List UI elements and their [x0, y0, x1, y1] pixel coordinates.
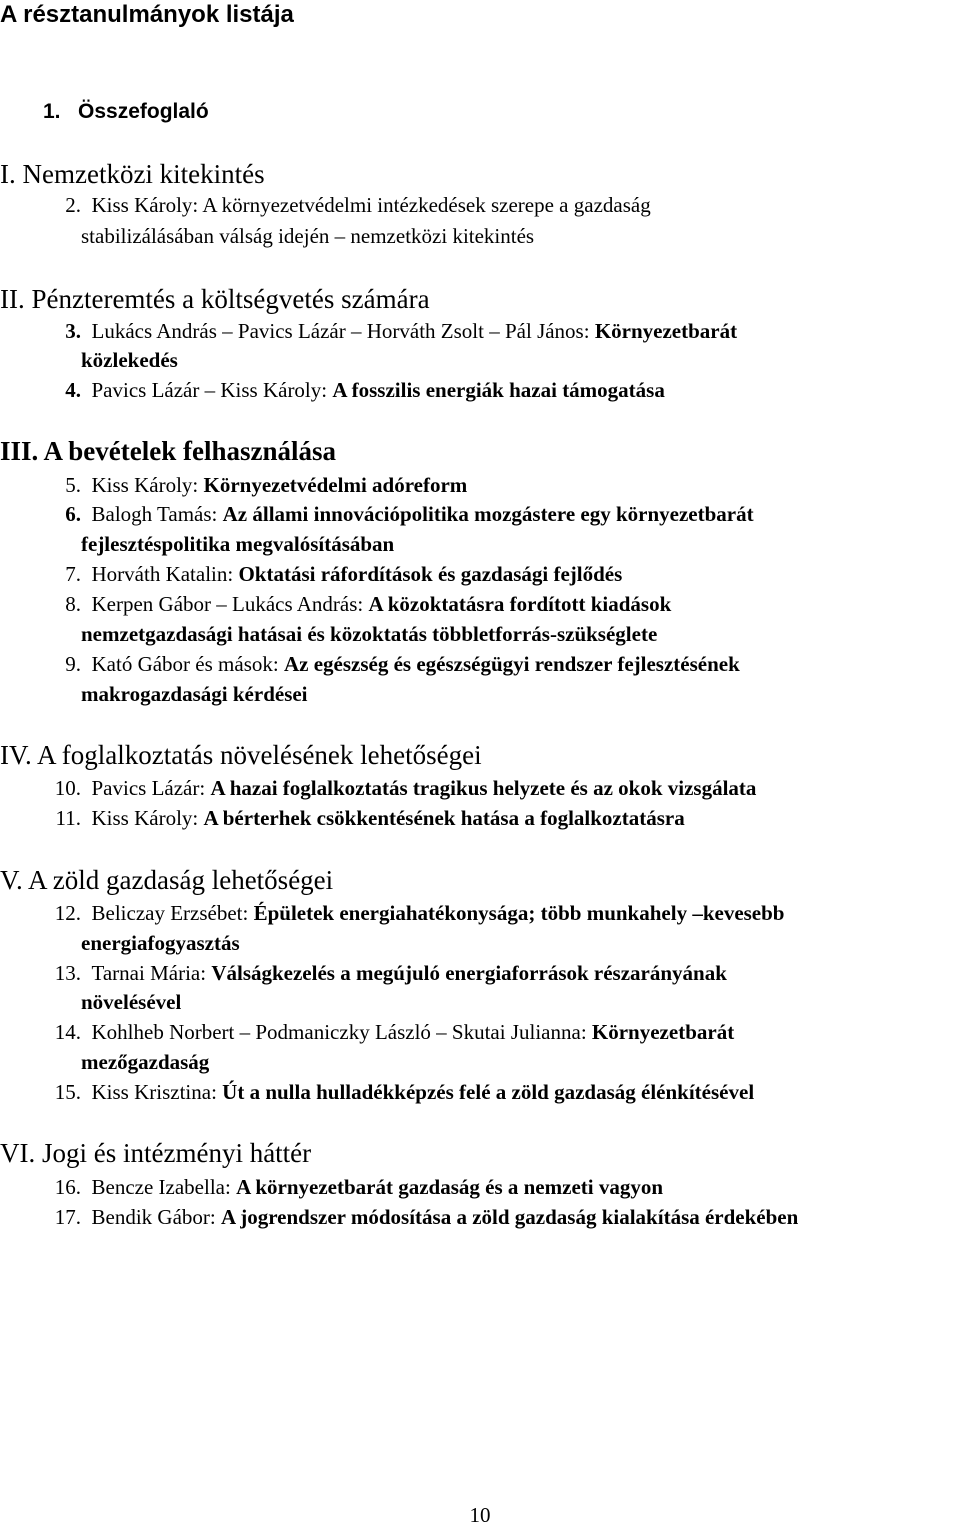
item-title: A fosszilis energiák hazai támogatása [332, 378, 665, 402]
list-item-2-continued [0, 222, 534, 250]
section-heading-4: IV. A foglalkoztatás növelésének lehetőségei [0, 740, 482, 770]
item-author: Kiss Krisztina: [91, 1080, 223, 1104]
item-number: 5. [65, 473, 81, 497]
item-number: 17. [54, 1205, 81, 1229]
list-item-8-continued [0, 620, 657, 648]
list-item-9 [0, 650, 740, 678]
item-title: A hazai foglalkoztatás tragikus helyzete és az okok vizsgálata [210, 776, 757, 800]
list-item-4 [0, 376, 665, 404]
list-item-17 [0, 1203, 798, 1231]
page-title: A résztanulmányok listája [0, 1, 294, 28]
page-number: 10 [469, 1503, 491, 1527]
list-item-6-continued [0, 530, 394, 558]
list-item-5 [0, 471, 467, 499]
item-author: Tarnai Mária: [91, 961, 212, 985]
item-number: 4. [65, 378, 81, 402]
item-title: Az egészség és egészségügyi rendszer fejlesztésének [283, 652, 740, 676]
item-author: Beliczay Erzsébet: [91, 901, 254, 925]
summary-item: 1. Összefoglaló [43, 100, 209, 123]
item-title-continued: növelésével [81, 990, 182, 1014]
item-number: 11. [55, 806, 81, 830]
item-title: A közoktatásra fordított kiadások [368, 592, 672, 616]
list-item-14 [0, 1018, 734, 1046]
list-item-16 [0, 1173, 663, 1201]
list-item-3 [0, 317, 737, 345]
list-item-8 [0, 590, 671, 618]
item-author: Lukács András – Pavics Lázár – Horváth Zsolt – Pál János: [91, 319, 595, 343]
item-number: 15. [54, 1080, 81, 1104]
item-title: A jogrendszer módosítása a zöld gazdaság kialakítása érdekében [220, 1205, 799, 1229]
section-heading-6: VI. Jogi és intézményi háttér [0, 1138, 312, 1168]
item-title: Környezetbarát [594, 319, 738, 343]
item-title-continued: stabilizálásában válság idején – nemzetközi kitekintés [81, 224, 535, 248]
item-author: Kohlheb Norbert – Podmaniczky László – Skutai Julianna: [91, 1020, 592, 1044]
item-title: Oktatási ráfordítások és gazdasági fejlődés [238, 562, 623, 586]
item-title-continued: közlekedés [81, 348, 178, 372]
section-heading-3: III. A bevételek felhasználása [0, 436, 337, 466]
item-title: Válságkezelés a megújuló energiaforrások részarányának [211, 961, 727, 985]
item-number: 6. [65, 502, 81, 526]
list-item-2 [0, 191, 651, 219]
list-item-12-continued [0, 929, 240, 957]
item-author: Balogh Tamás: [91, 502, 223, 526]
section-heading-1: I. Nemzetközi kitekintés [0, 159, 265, 189]
item-author: Bencze Izabella: [91, 1175, 237, 1199]
item-title: Környezetbarát [591, 1020, 735, 1044]
list-item-14-continued [0, 1048, 209, 1076]
section-heading-2: II. Pénzteremtés a költségvetés számára [0, 284, 430, 314]
item-number: 12. [54, 901, 81, 925]
list-item-3-continued [0, 346, 178, 374]
item-title-continued: nemzetgazdasági hatásai és közoktatás többletforrás-szükséglete [81, 622, 658, 646]
list-item-9-continued [0, 680, 308, 708]
list-item-13-continued [0, 988, 181, 1016]
item-author: Kiss Károly: [91, 193, 203, 217]
item-title: A környezetbarát gazdaság és a nemzeti vagyon [236, 1175, 664, 1199]
item-number: 2. [65, 193, 81, 217]
item-number: 9. [65, 652, 81, 676]
list-item-10 [0, 774, 756, 802]
item-title-continued: mezőgazdaság [81, 1050, 210, 1074]
item-title-continued: makrogazdasági kérdései [81, 682, 308, 706]
item-author: Bendik Gábor: [91, 1205, 221, 1229]
list-item-12 [0, 899, 785, 927]
item-author: Kató Gábor és mások: [91, 652, 284, 676]
item-title: A bérterhek csökkentésének hatása a foglalkoztatásra [203, 806, 685, 830]
item-author: Pavics Lázár – Kiss Károly: [91, 378, 333, 402]
item-number: 3. [65, 319, 81, 343]
item-author: Kiss Károly: [91, 806, 204, 830]
item-title: Épületek energiahatékonysága; több munkahely –kevesebb [253, 901, 785, 925]
section-heading-5: V. A zöld gazdaság lehetőségei [0, 865, 334, 895]
item-number: 13. [54, 961, 81, 985]
item-author: Pavics Lázár: [91, 776, 211, 800]
item-number: 7. [65, 562, 81, 586]
item-title: A környezetvédelmi intézkedések szerepe a gazdaság [202, 193, 651, 217]
list-item-11 [0, 804, 685, 832]
item-number: 14. [54, 1020, 81, 1044]
item-title: Környezetvédelmi adóreform [203, 473, 468, 497]
item-author: Kerpen Gábor – Lukács András: [91, 592, 369, 616]
item-number: 8. [65, 592, 81, 616]
item-title-continued: fejlesztéspolitika megvalósításában [81, 532, 395, 556]
item-title: Út a nulla hulladékképzés felé a zöld gazdaság élénkítésével [222, 1080, 755, 1104]
item-author: Kiss Károly: [91, 473, 204, 497]
item-number: 10. [54, 776, 81, 800]
list-item-13 [0, 959, 727, 987]
item-number: 16. [54, 1175, 81, 1199]
item-title: Az állami innovációpolitika mozgástere egy környezetbarát [222, 502, 754, 526]
list-item-15 [0, 1078, 754, 1106]
list-item-6 [0, 500, 754, 528]
item-title-continued: energiafogyasztás [81, 931, 240, 955]
list-item-7 [0, 560, 622, 588]
item-author: Horváth Katalin: [91, 562, 239, 586]
